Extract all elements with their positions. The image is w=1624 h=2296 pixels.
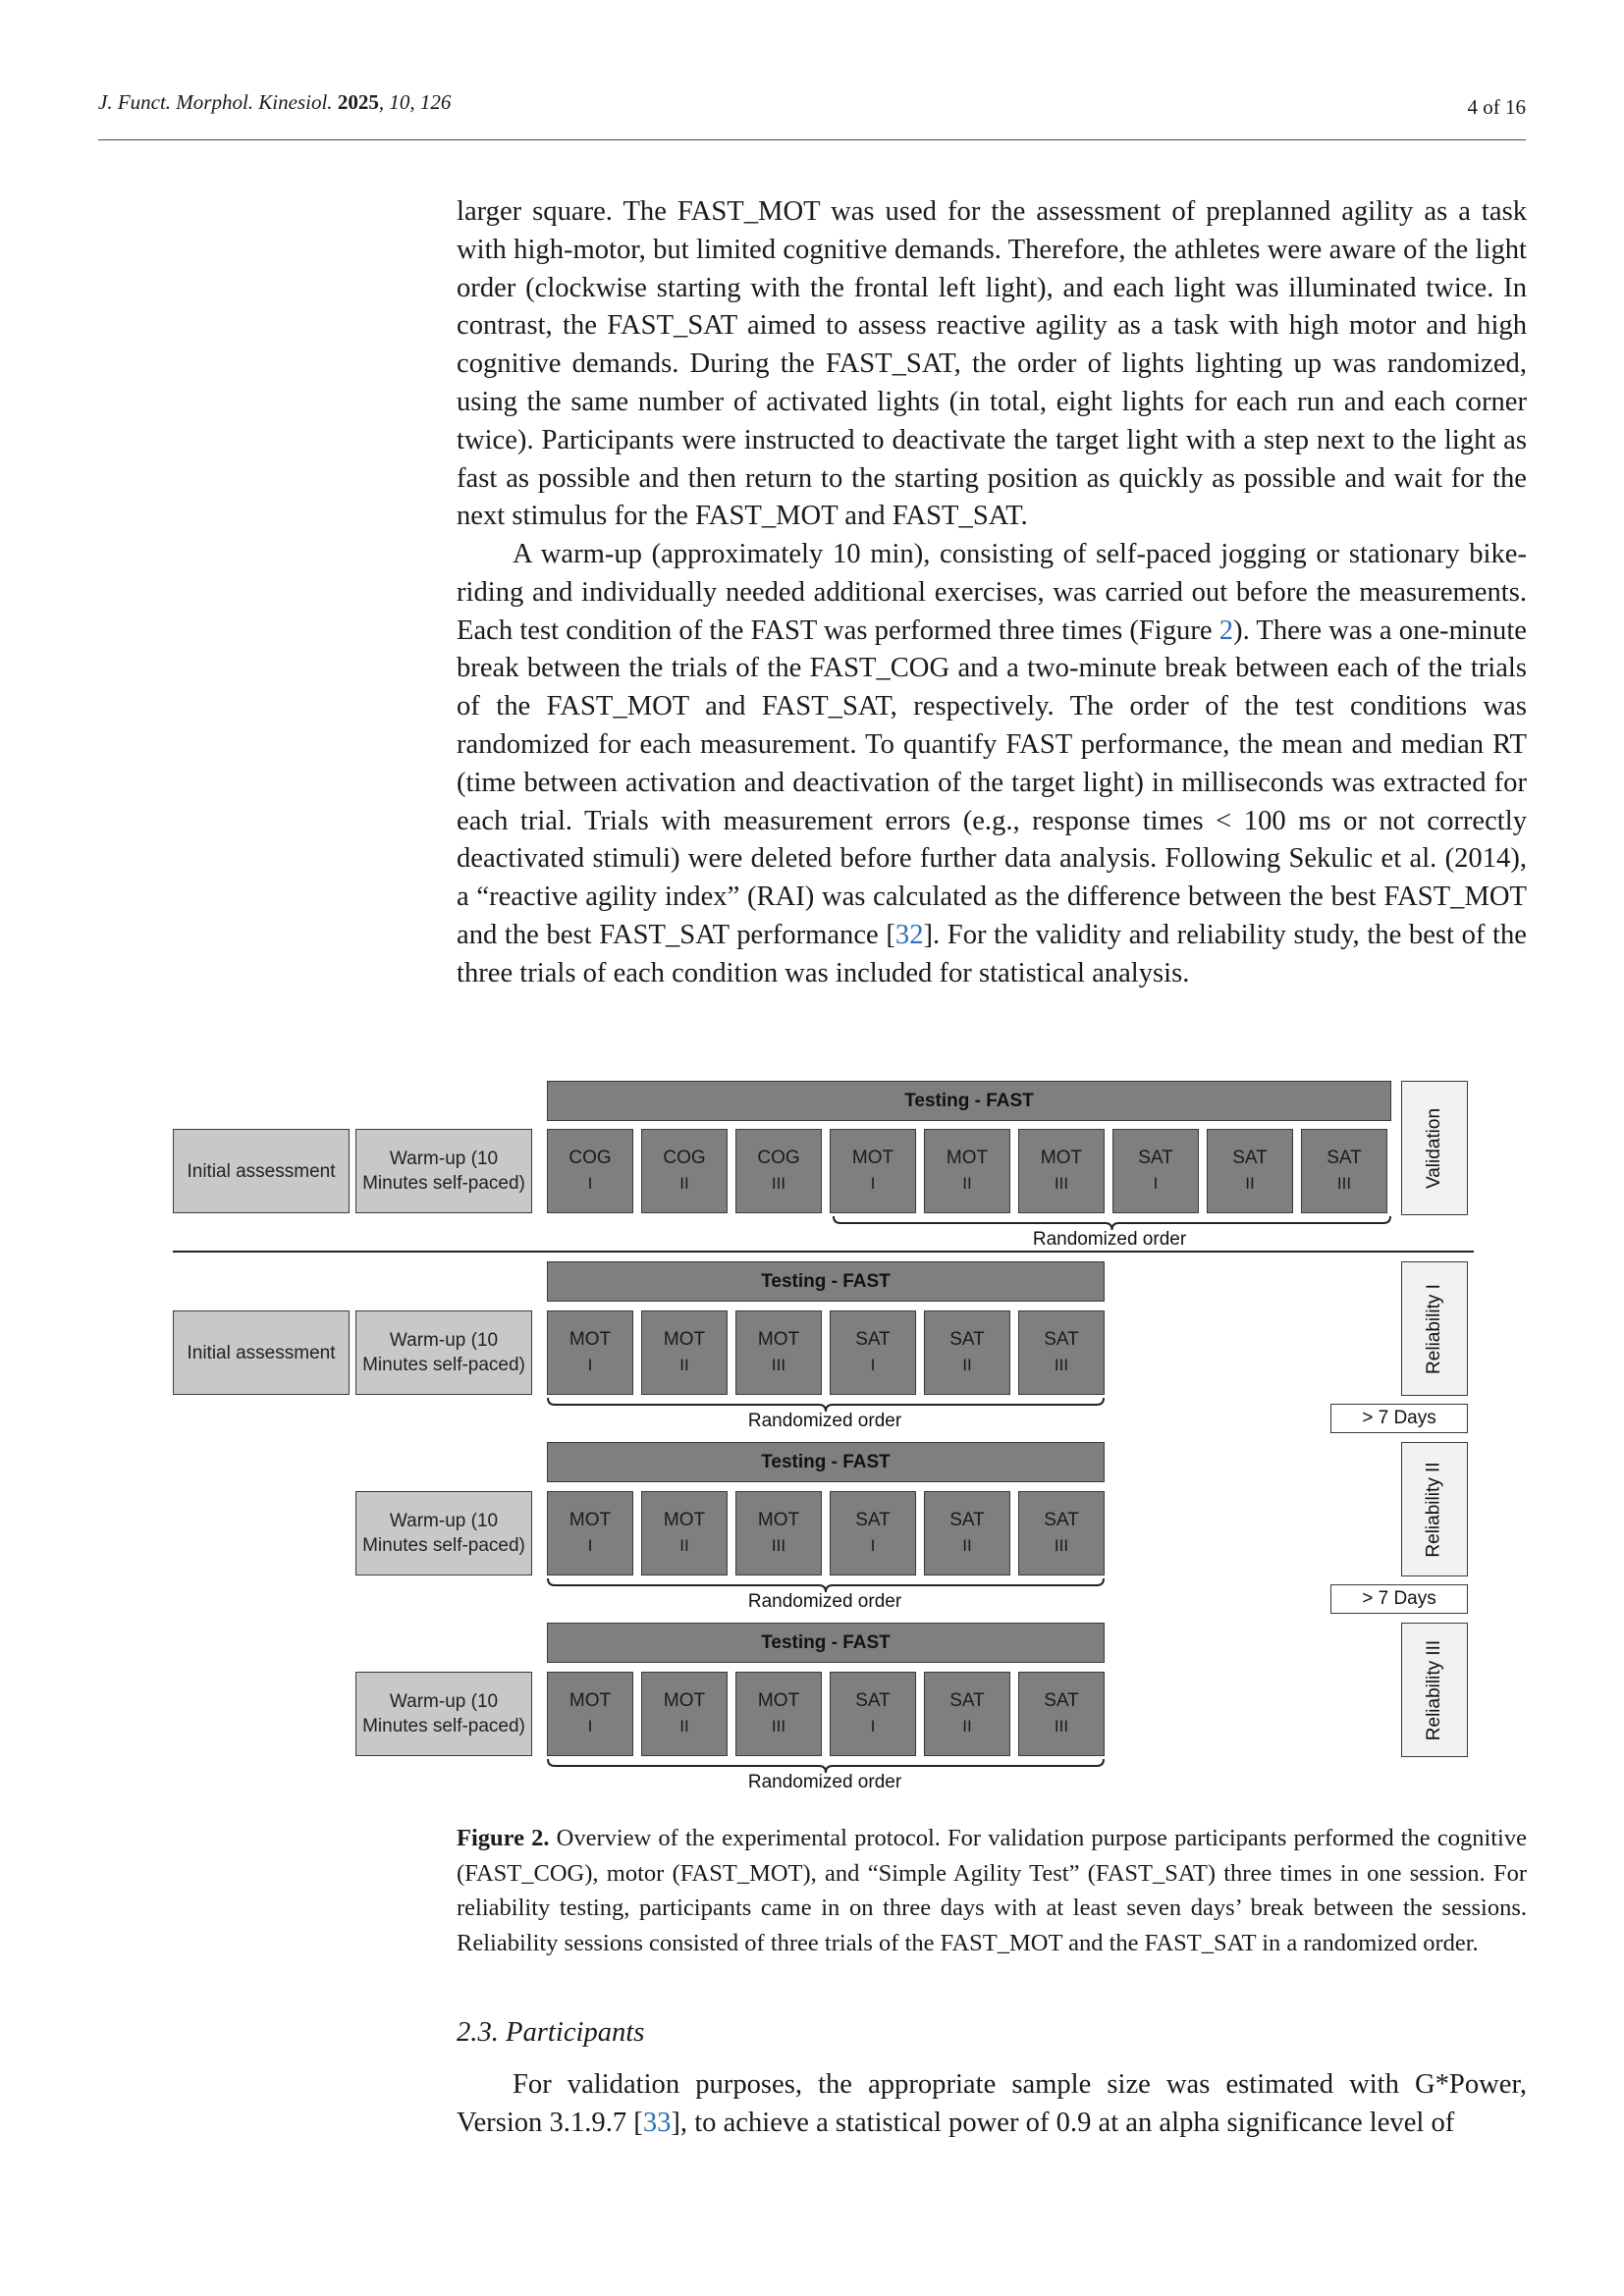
- test-name: MOT: [757, 1329, 800, 1350]
- test-trial: II: [679, 1356, 689, 1374]
- section-divider: [173, 1251, 1474, 1253]
- reliability-3-testing-banner: Testing - FAST: [547, 1623, 1105, 1663]
- test-name: COG: [663, 1148, 706, 1168]
- journal-year: 2025: [337, 90, 379, 114]
- reliability-2-test-box: [1018, 1491, 1105, 1575]
- test-trial: I: [587, 1536, 593, 1555]
- reliability-3-test-box: [547, 1672, 633, 1756]
- test-name: SAT: [1044, 1690, 1079, 1711]
- journal-name: J. Funct. Morphol. Kinesiol.: [98, 90, 333, 114]
- reliability-1-test-box: [641, 1310, 728, 1395]
- reliability-3-test-box: [924, 1672, 1010, 1756]
- validation-warmup: Warm-up (10 Minutes self-paced): [355, 1129, 532, 1213]
- reliability-2-test-box: [735, 1491, 822, 1575]
- test-trial: I: [870, 1717, 876, 1735]
- reference-33-link[interactable]: 33: [642, 2107, 672, 2138]
- test-trial: I: [870, 1174, 876, 1193]
- test-trial: II: [679, 1536, 689, 1555]
- reliability-2-test-box: [547, 1491, 633, 1575]
- journal-volume: 10: [389, 90, 410, 114]
- validation-side-label: [1401, 1081, 1468, 1215]
- reliability-1-days-gap: > 7 Days: [1330, 1404, 1468, 1433]
- header-rule: [98, 139, 1526, 140]
- test-trial: III: [1054, 1174, 1069, 1193]
- validation-test-box: [547, 1129, 633, 1213]
- caption-label: Figure 2.: [457, 1825, 550, 1851]
- test-trial: I: [587, 1717, 593, 1735]
- test-name: MOT: [568, 1329, 612, 1350]
- test-name: MOT: [757, 1510, 800, 1530]
- test-name: MOT: [568, 1510, 612, 1530]
- reliability-3-test-box: [830, 1672, 916, 1756]
- reliability-3-warmup: Warm-up (10 Minutes self-paced): [355, 1672, 532, 1756]
- reliability-2-randomized-label: Randomized order: [747, 1591, 902, 1612]
- reliability-2-days-gap: > 7 Days: [1330, 1584, 1468, 1614]
- test-trial: I: [1153, 1174, 1159, 1193]
- reliability-3-side-label-text: Reliability III: [1424, 1639, 1445, 1740]
- reliability-3-test-box: [1018, 1672, 1105, 1756]
- paragraph-1: [457, 193, 1527, 536]
- test-trial: III: [771, 1717, 786, 1735]
- paragraph-2-text-a: A warm-up (approximately 10 min), consisting of self-paced jogging or stationary bike-riding and individually needed additional exercises, was carried out before the measurements. Each test condition of the FAST was performed three times (Figure: [457, 539, 1527, 646]
- test-trial: II: [1245, 1174, 1255, 1193]
- article-number: 126: [419, 90, 452, 114]
- reliability-2-side-label-text: Reliability II: [1424, 1461, 1444, 1558]
- test-name: SAT: [949, 1510, 985, 1530]
- reliability-1-side-label: [1401, 1261, 1468, 1396]
- figure-2-link[interactable]: 2: [1218, 614, 1234, 646]
- reliability-1-warmup: Warm-up (10 Minutes self-paced): [355, 1310, 532, 1395]
- reference-32-link[interactable]: 32: [894, 919, 924, 950]
- reliability-2-side-label: [1401, 1442, 1468, 1576]
- test-name: SAT: [1138, 1148, 1173, 1168]
- test-name: SAT: [1232, 1148, 1268, 1168]
- page-number: 4 of 16: [1467, 95, 1526, 119]
- test-name: MOT: [946, 1148, 989, 1168]
- reliability-1-randomized-label: Randomized order: [747, 1411, 902, 1431]
- validation-test-box: [735, 1129, 822, 1213]
- caption-text: Overview of the experimental protocol. For validation purpose participants performed the cognitive (FAST_COG), motor (FAST_MOT), and “Simple Agility Test” (FAST_SAT) three times in one session. For reliability testing, participants came in on three days with at least seven days’ break between the sessions. Reliability sessions consisted of three trials of the FAST_MOT and the FAST_SAT in a randomized order.: [457, 1825, 1527, 1956]
- test-name: MOT: [663, 1510, 706, 1530]
- reliability-3-randomized-label: Randomized order: [747, 1772, 902, 1792]
- test-trial: III: [771, 1536, 786, 1555]
- test-trial: II: [962, 1356, 972, 1374]
- paragraph-2-text-b: ). There was a one-minute break between the trials of the FAST_COG and a two-minute break between each of the trials of the FAST_MOT and FAST_SAT, respectively. The order of the test conditions was randomized for each measurement. To quantify FAST performance, the mean and median RT (time between activation and deactivation of the target light) in milliseconds was extracted for each trial. Trials with measurement errors (e.g., response times < 100 ms or not correctly deactivated stimuli) were deleted before further data analysis. Following Sekulic et al. (2014), a “reactive agility index” (RAI) was calculated as the difference between the best FAST_MOT and the best FAST_SAT performance [: [457, 614, 1527, 950]
- test-name: SAT: [1044, 1510, 1079, 1530]
- test-name: MOT: [1040, 1148, 1083, 1168]
- test-trial: III: [1054, 1717, 1069, 1735]
- validation-test-box: [830, 1129, 916, 1213]
- test-name: MOT: [757, 1690, 800, 1711]
- validation-initial-assessment: Initial assessment: [173, 1129, 350, 1213]
- reliability-1-side-label-text: Reliability I: [1424, 1283, 1444, 1374]
- paragraph-3-text-b: ], to achieve a statistical power of 0.9 at an alpha significance level of: [671, 2107, 1455, 2138]
- reliability-2-testing-banner: Testing - FAST: [547, 1442, 1105, 1482]
- validation-testing-banner: Testing - FAST: [547, 1081, 1391, 1121]
- test-trial: II: [679, 1174, 689, 1193]
- paragraph-3: [457, 2066, 1527, 2143]
- test-name: SAT: [855, 1510, 891, 1530]
- reliability-2-warmup: Warm-up (10 Minutes self-paced): [355, 1491, 532, 1575]
- reliability-1-test-box: [924, 1310, 1010, 1395]
- validation-side-label-text: Validation: [1424, 1107, 1445, 1189]
- test-trial: II: [679, 1717, 689, 1735]
- validation-test-box: [1207, 1129, 1293, 1213]
- validation-test-box: [641, 1129, 728, 1213]
- test-name: COG: [568, 1148, 612, 1168]
- test-trial: III: [771, 1174, 786, 1193]
- test-name: SAT: [1044, 1329, 1079, 1350]
- validation-randomized-label: Randomized order: [1032, 1229, 1187, 1250]
- running-header: J. Funct. Morphol. Kinesiol. 2025, 10, 126: [98, 90, 452, 114]
- validation-test-box: [924, 1129, 1010, 1213]
- test-name: MOT: [851, 1148, 894, 1168]
- test-trial: III: [771, 1356, 786, 1374]
- test-name: MOT: [663, 1690, 706, 1711]
- test-name: SAT: [949, 1690, 985, 1711]
- reliability-3-test-box: [735, 1672, 822, 1756]
- test-trial: II: [962, 1174, 972, 1193]
- section-heading: 2.3. Participants: [457, 2017, 645, 2048]
- reliability-1-test-box: [735, 1310, 822, 1395]
- test-trial: I: [870, 1536, 876, 1555]
- test-trial: III: [1054, 1356, 1069, 1374]
- test-trial: II: [962, 1536, 972, 1555]
- test-trial: II: [962, 1717, 972, 1735]
- test-name: SAT: [855, 1329, 891, 1350]
- reliability-2-test-box: [924, 1491, 1010, 1575]
- reliability-1-testing-banner: Testing - FAST: [547, 1261, 1105, 1302]
- test-name: SAT: [855, 1690, 891, 1711]
- test-name: COG: [757, 1148, 800, 1168]
- test-name: MOT: [568, 1690, 612, 1711]
- reliability-1-test-box: [830, 1310, 916, 1395]
- reliability-1-test-box: [1018, 1310, 1105, 1395]
- test-name: MOT: [663, 1329, 706, 1350]
- validation-test-box: [1301, 1129, 1387, 1213]
- test-name: SAT: [949, 1329, 985, 1350]
- test-trial: III: [1054, 1536, 1069, 1555]
- reliability-1-initial-assessment: Initial assessment: [173, 1310, 350, 1395]
- reliability-2-test-box: [830, 1491, 916, 1575]
- paragraph-2-text-c: ]. For the validity and reliability study, the best of the three trials of each condition was included for statistical analysis.: [457, 919, 1527, 988]
- test-trial: I: [587, 1174, 593, 1193]
- reliability-3-side-label: [1401, 1623, 1468, 1757]
- reliability-2-test-box: [641, 1491, 728, 1575]
- test-trial: I: [870, 1356, 876, 1374]
- test-name: SAT: [1326, 1148, 1362, 1168]
- reliability-1-test-box: [547, 1310, 633, 1395]
- test-trial: III: [1336, 1174, 1352, 1193]
- figure-caption: [457, 1821, 1527, 1960]
- validation-test-box: [1112, 1129, 1199, 1213]
- test-trial: I: [587, 1356, 593, 1374]
- paragraph-1-text: larger square. The FAST_MOT was used for the assessment of preplanned agility as a task with high-motor, but limited cognitive demands. Therefore, the athletes were aware of the light order (clockwise starting with the frontal left light), and each light was illuminated twice. In contrast, the FAST_SAT aimed to assess reactive agility as a task with high motor and high cognitive demands. During the FAST_SAT, the order of lights lighting up was randomized, using the same number of activated lights (in total, eight lights for each run and each corner twice). Participants were instructed to deactivate the target light with a step next to the light as fast as possible and then return to the starting position as quickly as possible and wait for the next stimulus for the FAST_MOT and FAST_SAT.: [457, 196, 1527, 532]
- reliability-3-test-box: [641, 1672, 728, 1756]
- paragraph-2: [457, 536, 1527, 993]
- paragraph-3-text-a: For validation purposes, the appropriate sample size was estimated with G*Power, Version 3.1.9.7 [: [457, 2069, 1527, 2138]
- validation-test-box: [1018, 1129, 1105, 1213]
